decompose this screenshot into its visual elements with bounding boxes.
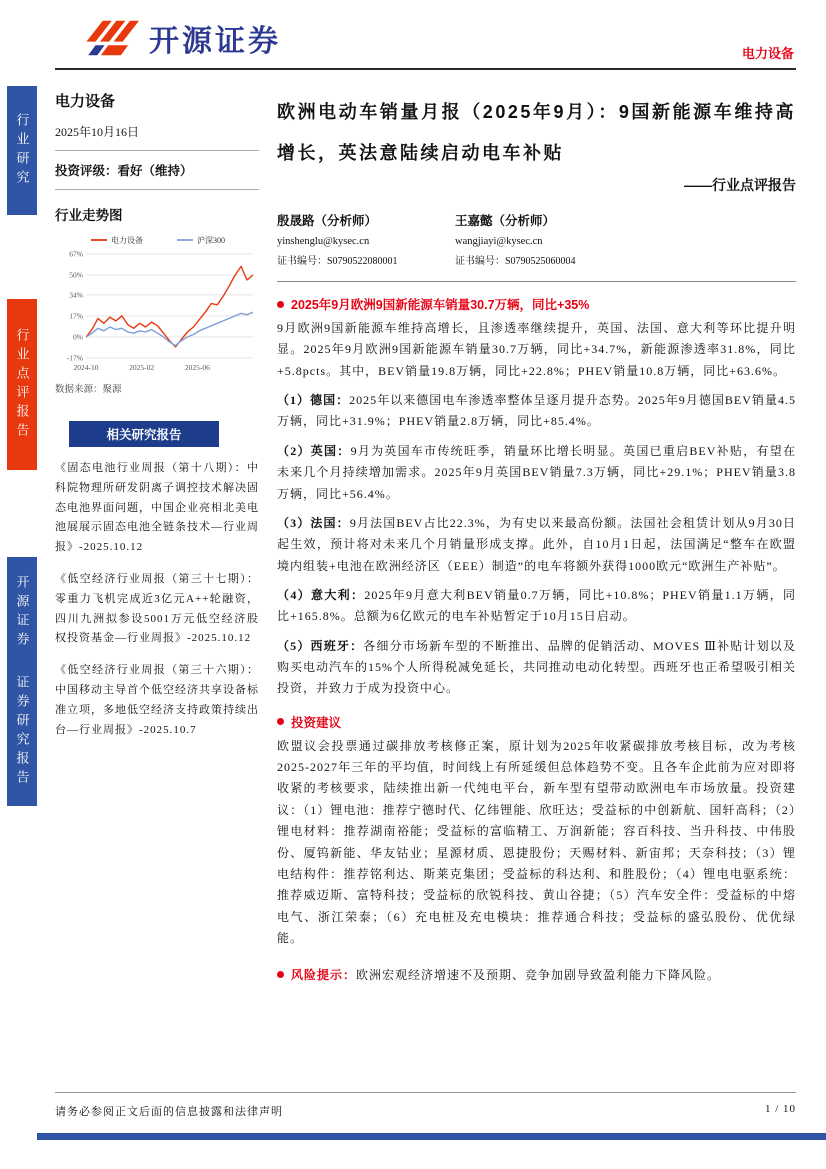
svg-text:34%: 34% xyxy=(69,290,83,300)
analyst-name: 殷晟路（分析师） xyxy=(277,214,378,228)
analyst-email: yinshenglu@kysec.cn xyxy=(277,236,370,247)
related-report: 《固态电池行业周报（第十八期）：中科院物理所研发阴离子调控技术解决固态电池界面问题，中国企业亮相北美电池展展示固态电池全链条技术—行业周报》-2025.10.12 xyxy=(55,462,259,554)
left-column xyxy=(55,84,259,986)
section-advice-head xyxy=(277,713,796,731)
sidebar-brand-name: 开源证券 xyxy=(14,574,30,651)
footer-disclaimer: 请务必参阅正文后面的信息披露和法律声明 xyxy=(55,1106,283,1118)
rating-label: 投资评级： xyxy=(55,164,118,178)
analyst-card xyxy=(455,211,633,267)
report-date: 2025年10月16日 xyxy=(55,123,259,151)
related-report: 《低空经济行业周报（第三十七期）：零重力飞机完成近3亿元A++轮融资，四川九洲拟参设5001万元低空经济股权投资基金—行业周报》-2025.10.12 xyxy=(55,572,259,645)
brand-logo xyxy=(81,16,796,60)
analyst-name: 王嘉懿（分析师） xyxy=(455,214,556,228)
risk-lead: 风险提示： xyxy=(291,968,357,983)
svg-text:2025-06: 2025-06 xyxy=(184,363,210,372)
risk-warning xyxy=(277,965,796,985)
analyst-cert: 证书编号：S0790525060004 xyxy=(455,256,576,267)
trend-chart xyxy=(55,232,259,379)
svg-text:-17%: -17% xyxy=(66,353,83,363)
risk-warning-text xyxy=(291,965,720,985)
country-item xyxy=(277,636,796,700)
svg-text:50%: 50% xyxy=(69,270,83,280)
brand-logo-text: 开源证券 xyxy=(149,25,281,58)
chart-source: 数据来源：聚源 xyxy=(55,385,122,395)
report-title: 欧洲电动车销量月报（2025年9月）：9国新能源车维持高增长，英法意陆续启动电车补贴 xyxy=(277,102,796,163)
sales-summary-paragraph: 9月欧洲9国新能源车维持高增长，且渗透率继续提升，英国、法国、意大利等环比提升明显。2025年9月欧洲9国新能源车销量30.7万辆，同比+34.7%，新能源渗透率31.8%，同比+5.8pcts。其中，BEV销量19.8万辆，同比+22.8%；PHEV销量10.8万辆，同比+63.6%。 xyxy=(277,321,796,378)
page-footer xyxy=(55,1092,796,1119)
bullet-icon xyxy=(277,301,284,308)
header-sector-tag: 电力设备 xyxy=(741,46,794,61)
page-header xyxy=(55,0,796,70)
trend-chart-svg xyxy=(55,232,259,374)
country-item-text: 各细分市场新车型的不断推出、品牌的促销活动、MOVES Ⅲ补贴计划以及购买电动汽车的15%个人所得税减免延长，共同推动电动化转型。西班牙也正希望吸引相关投资，并致力于成为投资中心。 xyxy=(277,638,796,696)
related-report: 《低空经济行业周报（第三十六期）：中国移动主导首个低空经济共享设备标准立项，多地低空经济支持政策持续出台—行业周报》-2025.10.7 xyxy=(55,664,259,736)
industry-name: 电力设备 xyxy=(55,93,116,110)
sidebar-tag-report-type xyxy=(7,299,37,470)
sidebar-brand-subtitle: 证券研究报告 xyxy=(14,674,30,789)
svg-text:2024-10: 2024-10 xyxy=(73,363,99,372)
country-item xyxy=(277,390,796,433)
country-item-lead: （4）意大利： xyxy=(277,587,365,602)
section-sales-head xyxy=(277,295,796,313)
analyst-email: wangjiayi@kysec.cn xyxy=(455,236,543,247)
main-area xyxy=(55,0,796,986)
svg-text:沪深300: 沪深300 xyxy=(197,236,225,245)
country-item-lead: （2）英国： xyxy=(277,443,351,458)
footer-accent-bar xyxy=(37,1133,826,1140)
chart-title: 行业走势图 xyxy=(55,208,123,223)
svg-text:2025-02: 2025-02 xyxy=(129,363,155,372)
country-item-text: 9月为英国车市传统旺季，销量环比增长明显。英国已重启BEV补贴，有望在未来几个月持续增加需求。2025年9月英国BEV销量7.3万辆，同比+29.1%；PHEV销量3.8万辆，同比+56.4%。 xyxy=(277,443,796,501)
bullet-icon xyxy=(277,971,284,978)
country-item xyxy=(277,513,796,577)
right-column xyxy=(277,84,796,986)
country-item-text: 9月法国BEV占比22.3%，为有史以来最高份额。法国社会租赁计划从9月30日起生效，预计将对未来几个月销量形成支撑。此外，自10月1日起，法国满足“整车在欧盟境内组装+电池在欧洲经济区（EEE）制造”的电车将额外获得1000欧元“欧洲生产补贴”。 xyxy=(277,515,796,573)
brand-logo-icon xyxy=(81,17,139,59)
bullet-icon xyxy=(277,718,284,725)
svg-text:电力设备: 电力设备 xyxy=(111,236,143,245)
svg-text:0%: 0% xyxy=(73,332,83,342)
svg-text:17%: 17% xyxy=(69,311,83,321)
country-item-lead: （5）西班牙： xyxy=(277,638,364,653)
sidebar-report-type-label: 行业点评报告 xyxy=(14,327,30,442)
advice-paragraph: 欧盟议会投票通过碳排放考核修正案，原计划为2025年收紧碳排放考核目标，改为考核2025-2027年三年的平均值，时间线上有所延缓但总体趋势不变。且各车企此前为应对即将收紧的考核要求，陆续推出新一代纯电平台，新车型有望带动欧洲电车市场放量。投资建议：（1）锂电池：推荐宁德时代、亿纬锂能、欣旺达；受益标的中创新航、国轩高科；（2）锂电材料：推荐湖南裕能；受益标的富临精工、万润新能；容百科技、当升科技、中伟股份、厦钨新能、华友钴业；星源材质、恩捷股份；天赐材料、新宙邦；天奈科技；（3）锂电结构件：推荐铭利达、斯莱克集团；受益标的科达利、和胜股份；（4）锂电电驱系统：推荐威迈斯、富特科技；受益标的欣锐科技、黄山谷捷；（5）汽车安全件：受益标的中熔电气、浙江荣泰；（6）充电桩及充电模块：推荐通合科技；受益标的盛弘股份、优优绿能。 xyxy=(277,738,796,945)
sidebar-industry-label: 行业研究 xyxy=(14,112,30,189)
sidebar-tag-brand xyxy=(7,557,37,806)
content-area xyxy=(55,84,796,986)
related-list xyxy=(55,459,259,740)
country-item-text: 2025年9月意大利BEV销量0.7万辆，同比+10.8%；PHEV销量1.1万辆，同比+165.8%。总额为6亿欧元的电车补贴暂定于10月15日启动。 xyxy=(277,587,796,624)
risk-body: 欧洲宏观经济增速不及预期、竞争加剧导致盈利能力下降风险。 xyxy=(356,968,721,983)
investment-rating xyxy=(55,151,259,190)
country-item xyxy=(277,441,796,505)
country-item xyxy=(277,585,796,628)
section-advice-title: 投资建议 xyxy=(291,715,342,730)
rating-value: 看好（维持） xyxy=(117,164,193,178)
analyst-cert: 证书编号：S0790522080001 xyxy=(277,256,398,267)
country-item-lead: （3）法国： xyxy=(277,515,350,530)
report-subtitle: ——行业点评报告 xyxy=(684,177,796,193)
sidebar-tag-industry-research xyxy=(7,86,37,215)
analysts xyxy=(277,211,796,282)
analyst-card xyxy=(277,211,455,267)
country-item-lead: （1）德国： xyxy=(277,393,350,408)
page-number: 1 / 10 xyxy=(764,1103,796,1115)
related-reports-header: 相关研究报告 xyxy=(69,421,219,447)
country-item-text: 2025年以来德国电车渗透率整体呈逐月提升态势。2025年9月德国BEV销量4.5万辆，同比+31.9%；PHEV销量2.8万辆，同比+85.4%。 xyxy=(277,393,796,429)
section-sales-title: 2025年9月欧洲9国新能源车销量30.7万辆，同比+35% xyxy=(291,298,590,312)
country-items xyxy=(277,390,796,700)
svg-text:67%: 67% xyxy=(69,249,83,259)
